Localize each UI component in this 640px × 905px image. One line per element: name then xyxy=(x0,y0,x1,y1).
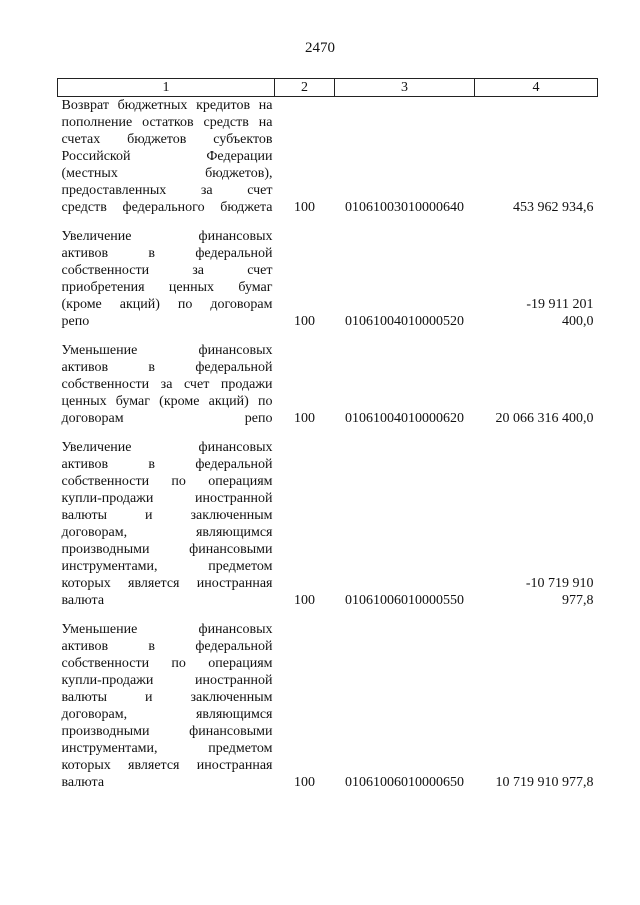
row-kbk: 01061006010000550 xyxy=(345,593,464,608)
row-name: Увеличение финансовых активов в федеральной собственности за счет приобретения ценных бумаг (кроме акций) по договорам репо xyxy=(61,229,273,329)
row-code: 100 xyxy=(294,200,315,215)
table-row xyxy=(58,342,598,427)
table-row xyxy=(58,97,598,217)
row-kbk: 01061004010000520 xyxy=(345,314,464,329)
table-row xyxy=(58,621,598,791)
table-row xyxy=(58,228,598,330)
row-sum: -19 911 201 400,0 xyxy=(526,297,594,329)
row-name: Возврат бюджетных кредитов на пополнение остатков средств на счетах бюджетов субъектов Российской Федерации (местных бюджетов), предоставленных за счет средств федерального бюджета xyxy=(61,98,273,215)
row-kbk: 01061003010000640 xyxy=(345,200,464,215)
row-name: Уменьшение финансовых активов в федеральной собственности за счет продажи ценных бумаг (кроме акций) по договорам репо xyxy=(61,343,273,426)
table-row xyxy=(58,439,598,609)
row-sum: 10 719 910 977,8 xyxy=(495,775,594,790)
row-sum: 20 066 316 400,0 xyxy=(495,411,594,426)
header-col-2: 2 xyxy=(275,79,335,97)
header-col-3: 3 xyxy=(335,79,475,97)
row-kbk: 01061006010000650 xyxy=(345,775,464,790)
row-code: 100 xyxy=(294,314,315,329)
row-code: 100 xyxy=(294,593,315,608)
header-col-4: 4 xyxy=(475,79,598,97)
budget-table xyxy=(57,78,598,791)
header-col-1: 1 xyxy=(58,79,275,97)
page-number: 2470 xyxy=(305,40,335,56)
row-name: Уменьшение финансовых активов в федеральной собственности по операциям купли-продажи иностранной валюты и заключенным договорам, являющимся производными финансовыми инструментами, предметом которых является иностранная валюта xyxy=(61,622,273,790)
row-name: Увеличение финансовых активов в федеральной собственности по операциям купли-продажи иностранной валюты и заключенным договорам, являющимся производными финансовыми инструментами, предметом которых является иностранная валюта xyxy=(61,440,273,608)
row-code: 100 xyxy=(294,775,315,790)
row-sum: 453 962 934,6 xyxy=(513,200,594,215)
row-sum: -10 719 910 977,8 xyxy=(525,576,594,608)
header-row xyxy=(58,79,598,97)
row-kbk: 01061004010000620 xyxy=(345,411,464,426)
row-code: 100 xyxy=(294,411,315,426)
table-header xyxy=(58,79,598,97)
table-body xyxy=(58,97,598,792)
